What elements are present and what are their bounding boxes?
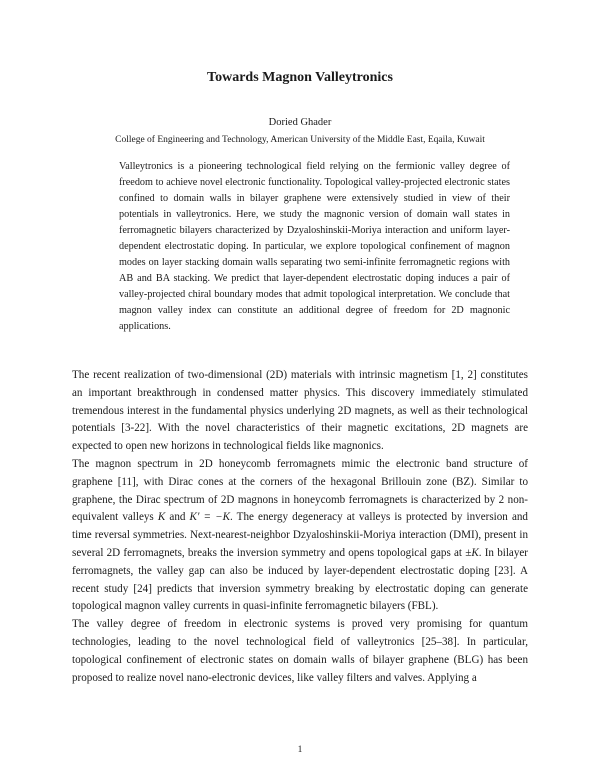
paragraph-text: . The energy degeneracy at valleys is protected by inversion and time reversal symmetries. Next-nearest-neighbor Dzyaloshinskii-Moriya interaction (DMI), present in several 2D ferromagnets, breaks the inversion symmetry and opens topological gaps at: [72, 511, 528, 559]
paragraph-magnon-spectrum: [72, 456, 528, 616]
math-valley-k-prime: K′ = −K: [189, 511, 230, 524]
author-affiliation: College of Engineering and Technology, American University of the Middle East, Eqaila, Kuwait: [115, 135, 485, 145]
math-valley-k: K: [157, 511, 166, 524]
paragraph-text: The magnon spectrum in 2D honeycomb ferromagnets mimic the electronic band structure of graphene [11], with Dirac cones at the corners of the hexagonal Brillouin zone (BZ). Similar to graphene, the Dirac spectrum of 2D magnons in honeycomb ferromagnets is characterized by 2 non-equivalent valleys: [72, 457, 528, 524]
abstract: Valleytronics is a pioneering technological field relying on the fermionic valley degree of freedom to achieve novel electronic functionality. Topological valley-projected electronic states confined to domain walls in bilayer graphene were extensively studied in view of their potentials in valleytronics. Here, we study the magnonic version of domain wall states in ferromagnetic bilayers characterized by Dzyaloshinskii-Moriya interaction and uniform layer-dependent electrostatic doping. In particular, we explore topological confinement of magnon modes on layer stacking domain walls separating two semi-infinite ferromagnetic regions with AB and BA stacking. We predict that layer-dependent electrostatic doping induces a pair of valley-projected chiral boundary modes that admit topological interpretation. We conclude that magnon valley index can constitute an additional degree of freedom for 2D magnonic applications.: [119, 161, 510, 332]
paragraph-text: . In bilayer ferromagnets, the valley gap can also be induced by layer-dependent electrostatic doping [23]. A recent study [24] predicts that inversion symmetry breaking by electrostatic doping can generate topological magnon valley currents in quasi-infinite ferromagnetic bilayers (FBL).: [72, 546, 528, 613]
paragraph-text: and: [165, 511, 190, 524]
body-text: [72, 367, 528, 687]
author-name: Doried Ghader: [268, 117, 332, 128]
paragraph-intro: The recent realization of two-dimensional (2D) materials with intrinsic magnetism [1, 2] constitutes an important breakthrough in condensed matter physics. This discovery immediately stimulated tremendous interest in the fundamental physics underlying 2D magnets, as well as their technological potentials [3-22]. With the novel characteristics of their magnetic excitations, 2D magnets are expected to open new horizons in technological fields like magnonics.: [72, 369, 528, 453]
math-plus-minus-k: ±K: [465, 546, 479, 559]
page-number: 1: [297, 745, 303, 755]
paragraph-valleytronics: The valley degree of freedom in electronic systems is proved very promising for quantum technologies, leading to the novel technological field of valleytronics [25–38]. In particular, topological confinement of electronic states on domain walls of bilayer graphene (BLG) has been proposed to realize novel nano-electronic devices, like valley filters and valves. Applying a: [72, 618, 528, 684]
paper-title: Towards Magnon Valleytronics: [207, 70, 393, 85]
